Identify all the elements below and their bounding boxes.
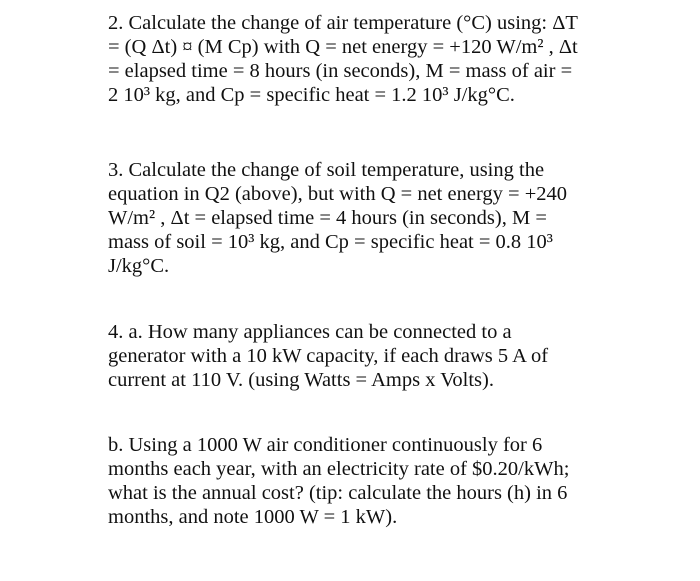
question-3-line: J/kg°C. (108, 255, 170, 277)
question-4a-paragraph (108, 320, 608, 392)
question-4a-line: generator with a 10 kW capacity, if each draws 5 A of (108, 345, 549, 367)
question-3-paragraph (108, 158, 608, 278)
question-4b-line: months, and note 1000 W = 1 kW). (108, 506, 398, 528)
question-3-line: mass of soil = 10³ kg, and Cp = specific heat = 0.8 10³ (108, 231, 553, 253)
question-2-line: = elapsed time = 8 hours (in seconds), M = mass of air = (108, 60, 573, 82)
question-4a-line: current at 110 V. (using Watts = Amps x Volts). (108, 369, 494, 391)
question-4b-line: what is the annual cost? (tip: calculate the hours (h) in 6 (108, 482, 568, 504)
question-4b-line: b. Using a 1000 W air conditioner continuously for 6 (108, 434, 543, 456)
question-2-line: = (Q Δt) ¤ (M Cp) with Q = net energy = +120 W/m² , Δt (108, 36, 578, 58)
question-3-line: W/m² , Δt = elapsed time = 4 hours (in seconds), M = (108, 207, 547, 229)
question-2-paragraph (108, 11, 608, 107)
question-4a-line: 4. a. How many appliances can be connected to a (108, 321, 512, 343)
question-3-line: equation in Q2 (above), but with Q = net energy = +240 (108, 183, 568, 205)
question-4b-paragraph (108, 433, 608, 529)
question-2-line: 2 10³ kg, and Cp = specific heat = 1.2 10³ J/kg°C. (108, 84, 515, 106)
question-3-line: 3. Calculate the change of soil temperature, using the (108, 159, 545, 181)
question-4b-line: months each year, with an electricity rate of $0.20/kWh; (108, 458, 570, 480)
question-2-line: 2. Calculate the change of air temperature (°C) using: ΔT (108, 12, 578, 34)
